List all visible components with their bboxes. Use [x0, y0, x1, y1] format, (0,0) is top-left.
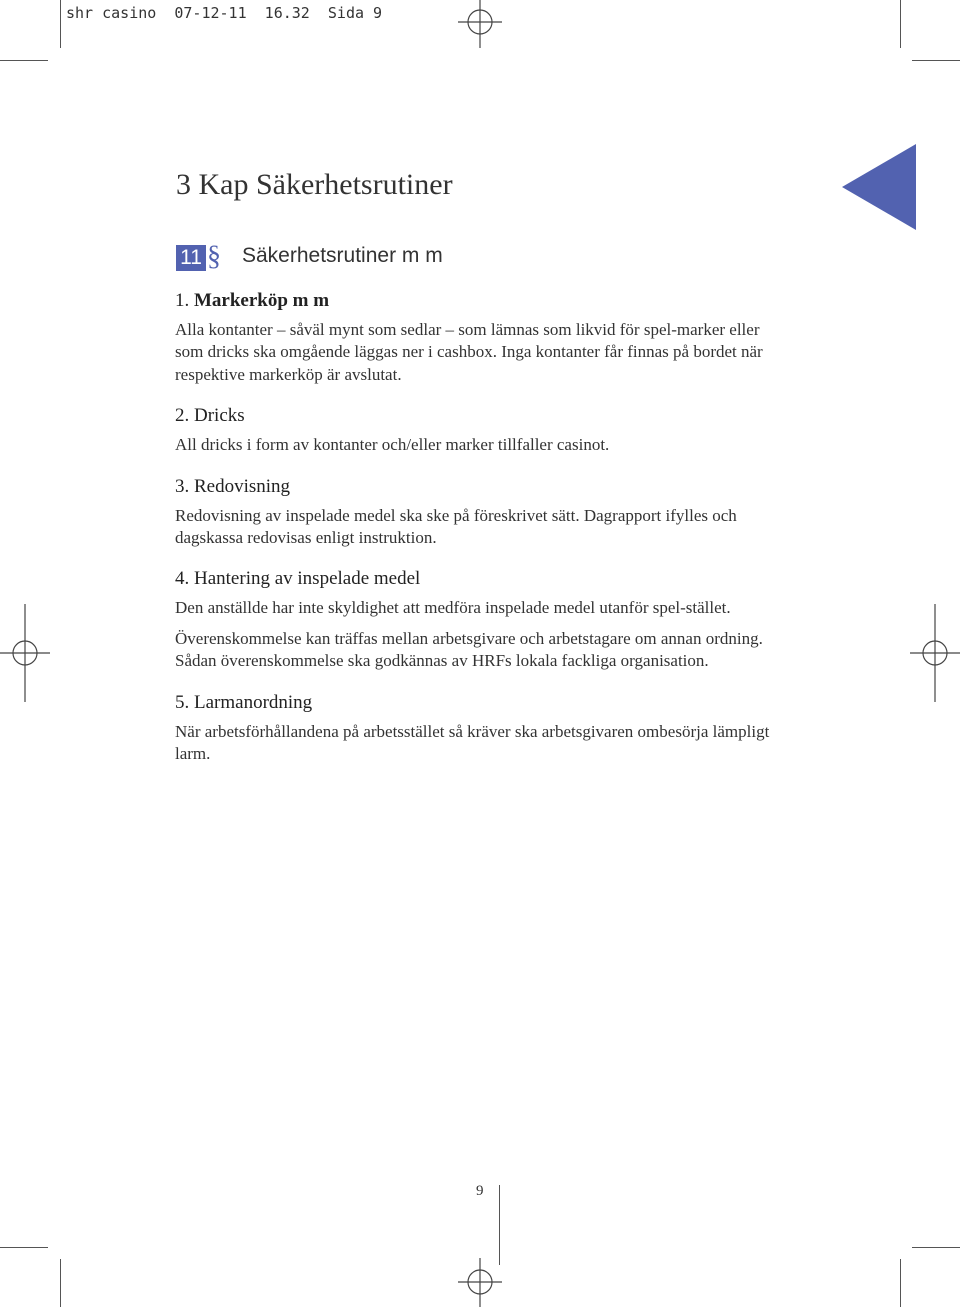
item-heading — [175, 691, 790, 715]
item-paragraph: Redovisning av inspelade medel ska ske på föreskrivet sätt. Dagrapport ifylles och dagskassa redovisas enligt instruktion. — [175, 505, 737, 548]
item-title: Markerköp m m — [194, 290, 330, 311]
registration-mark-bottom — [455, 1258, 505, 1307]
chapter-tab-triangle-icon — [840, 143, 918, 231]
item-heading — [175, 475, 790, 499]
registration-mark-top — [455, 0, 505, 50]
item-heading — [175, 404, 790, 428]
item-dricks — [175, 404, 790, 456]
crop-mark — [912, 60, 960, 61]
registration-mark-right — [910, 604, 960, 704]
item-hantering — [175, 567, 790, 672]
item-larmanordning — [175, 691, 790, 766]
section-title: Säkerhetsrutiner m m — [242, 244, 443, 267]
item-markerkop — [175, 289, 790, 386]
item-number: 1. — [175, 290, 190, 311]
item-title: Hantering av inspelade medel — [194, 568, 421, 590]
crop-mark — [0, 60, 48, 61]
crop-mark — [499, 1185, 500, 1265]
crop-mark — [900, 1259, 901, 1307]
print-slug: shr casino 07-12-11 16.32 Sida 9 — [66, 4, 383, 22]
section-sign: § — [207, 241, 221, 272]
item-number: 4. — [175, 568, 190, 590]
item-title: Larmanordning — [194, 691, 313, 713]
section-content — [175, 289, 790, 783]
item-paragraph: All dricks i form av kontanter och/eller marker tillfaller casinot. — [175, 435, 610, 455]
item-title: Dricks — [194, 405, 245, 427]
chapter-title: 3 Kap Säkerhetsrutiner — [176, 168, 453, 201]
item-paragraph: Alla kontanter – såväl mynt som sedlar – som lämnas som likvid för spel-marker eller som dricks ska omgående läggas ner i cashbox. Inga kontanter får finnas på bordet när respektive markerköp är avslutat. — [175, 320, 763, 384]
item-heading — [175, 567, 790, 591]
crop-mark — [912, 1247, 960, 1248]
item-number: 5. — [175, 691, 190, 713]
crop-mark — [0, 1247, 48, 1248]
item-number: 2. — [175, 405, 190, 427]
page-number: 9 — [476, 1183, 484, 1199]
registration-mark-left — [0, 604, 50, 704]
item-title: Redovisning — [194, 475, 291, 497]
item-paragraph: Den anställde har inte skyldighet att medföra inspelade medel utanför spel-stället. — [175, 598, 731, 618]
section-number-badge: 11 — [176, 245, 206, 271]
crop-mark — [60, 1259, 61, 1307]
item-paragraph: När arbetsförhållandena på arbetsstället så kräver ska arbetsgivaren ombesörja lämpligt larm. — [175, 721, 770, 764]
item-paragraph: Överenskommelse kan träffas mellan arbetsgivare och arbetstagare om annan ordning. Sådan överenskommelse ska godkännas av HRFs lokala fackliga organisation. — [175, 628, 763, 671]
item-redovisning — [175, 475, 790, 550]
crop-mark — [900, 0, 901, 48]
item-heading — [175, 289, 790, 313]
crop-mark — [60, 0, 61, 48]
item-number: 3. — [175, 475, 190, 497]
